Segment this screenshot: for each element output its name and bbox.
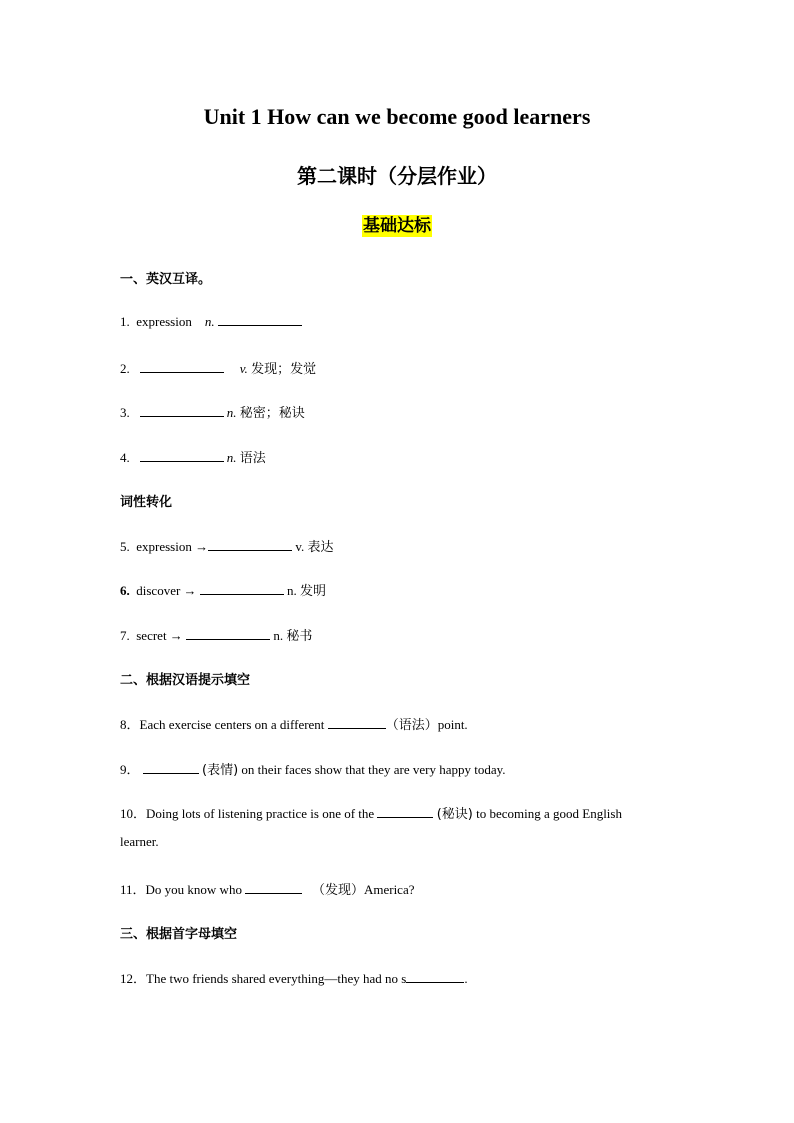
chinese-meaning: 发现；发觉 xyxy=(251,362,317,377)
question-text: Each exercise centers on a different xyxy=(139,717,325,732)
chinese-hint: (表情) xyxy=(202,763,239,778)
chinese-hint: (秘诀) xyxy=(436,807,473,822)
section-heading-chinese-hints: 二、根据汉语提示填空 xyxy=(120,673,251,688)
chinese-meaning: 秘书 xyxy=(286,629,313,644)
part-of-speech: n. xyxy=(287,583,297,598)
answer-blank[interactable] xyxy=(140,360,224,373)
level-heading xyxy=(0,215,794,237)
question-number: 7. xyxy=(120,628,130,643)
question-10 xyxy=(120,803,622,822)
chinese-hint: （发现） xyxy=(311,883,364,898)
question-number: 4. xyxy=(120,450,130,465)
question-4 xyxy=(120,447,266,466)
answer-blank[interactable] xyxy=(140,449,224,462)
answer-blank[interactable] xyxy=(245,881,302,894)
question-word: expression → xyxy=(136,539,209,554)
question-number: 9． xyxy=(120,762,140,777)
section-heading-translation: 一、英汉互译。 xyxy=(120,272,212,287)
part-of-speech: v. xyxy=(239,361,248,376)
question-text: The two friends shared everything—they had no s xyxy=(146,971,407,986)
question-text-end: on their faces show that they are very happy today. xyxy=(241,762,506,777)
answer-blank[interactable] xyxy=(328,716,386,729)
question-text-end: . xyxy=(464,971,468,986)
level-highlight: 基础达标 xyxy=(363,216,431,236)
answer-blank[interactable] xyxy=(218,313,302,326)
question-number: 10． xyxy=(120,806,147,821)
page-title: Unit 1 How can we become good learners xyxy=(203,104,591,129)
question-text-end: America? xyxy=(363,882,415,897)
question-number: 2. xyxy=(120,361,130,376)
answer-blank[interactable] xyxy=(143,761,199,774)
question-text: Doing lots of listening practice is one of the xyxy=(146,806,375,821)
question-word: secret → xyxy=(136,628,183,643)
question-7 xyxy=(120,625,312,644)
question-number: 12． xyxy=(120,971,147,986)
question-2 xyxy=(120,358,316,377)
question-number: 3. xyxy=(120,405,130,420)
question-word: discover → xyxy=(136,583,197,598)
answer-blank[interactable] xyxy=(406,970,464,983)
answer-blank[interactable] xyxy=(208,538,292,551)
question-text-end: point. xyxy=(437,717,468,732)
question-text-end: to becoming a good English xyxy=(476,806,622,821)
question-text: Do you know who xyxy=(145,882,242,897)
question-12 xyxy=(120,968,468,987)
part-of-speech: n. xyxy=(226,405,237,420)
question-5 xyxy=(120,536,334,555)
question-number: 8． xyxy=(120,717,140,732)
part-of-speech: v. xyxy=(295,539,305,554)
question-11 xyxy=(120,879,415,898)
question-number: 5. xyxy=(120,539,130,554)
question-9 xyxy=(120,759,506,778)
question-number: 11． xyxy=(120,882,146,897)
question-number: 1. xyxy=(120,314,130,329)
section-heading-first-letter: 三、根据首字母填空 xyxy=(120,927,238,942)
answer-blank[interactable] xyxy=(186,627,270,640)
question-6 xyxy=(120,580,326,599)
part-of-speech: n. xyxy=(226,450,237,465)
question-word: expression xyxy=(136,314,192,329)
chinese-meaning: 秘密；秘诀 xyxy=(239,406,305,421)
chinese-meaning: 语法 xyxy=(239,451,266,466)
answer-blank[interactable] xyxy=(200,582,284,595)
question-10-continuation: learner. xyxy=(120,834,159,849)
section-heading-word-forms: 词性转化 xyxy=(120,495,173,510)
question-number: 6. xyxy=(120,583,130,598)
chinese-hint: （语法） xyxy=(385,718,438,733)
question-8 xyxy=(120,714,468,733)
page-subtitle: 第二课时（分层作业） xyxy=(297,164,497,188)
answer-blank[interactable] xyxy=(140,404,224,417)
chinese-meaning: 发明 xyxy=(300,584,327,599)
chinese-meaning: 表达 xyxy=(307,540,334,555)
question-3 xyxy=(120,402,305,421)
part-of-speech: n. xyxy=(204,314,215,329)
answer-blank[interactable] xyxy=(377,805,433,818)
part-of-speech: n. xyxy=(273,628,284,643)
question-1 xyxy=(120,313,302,330)
